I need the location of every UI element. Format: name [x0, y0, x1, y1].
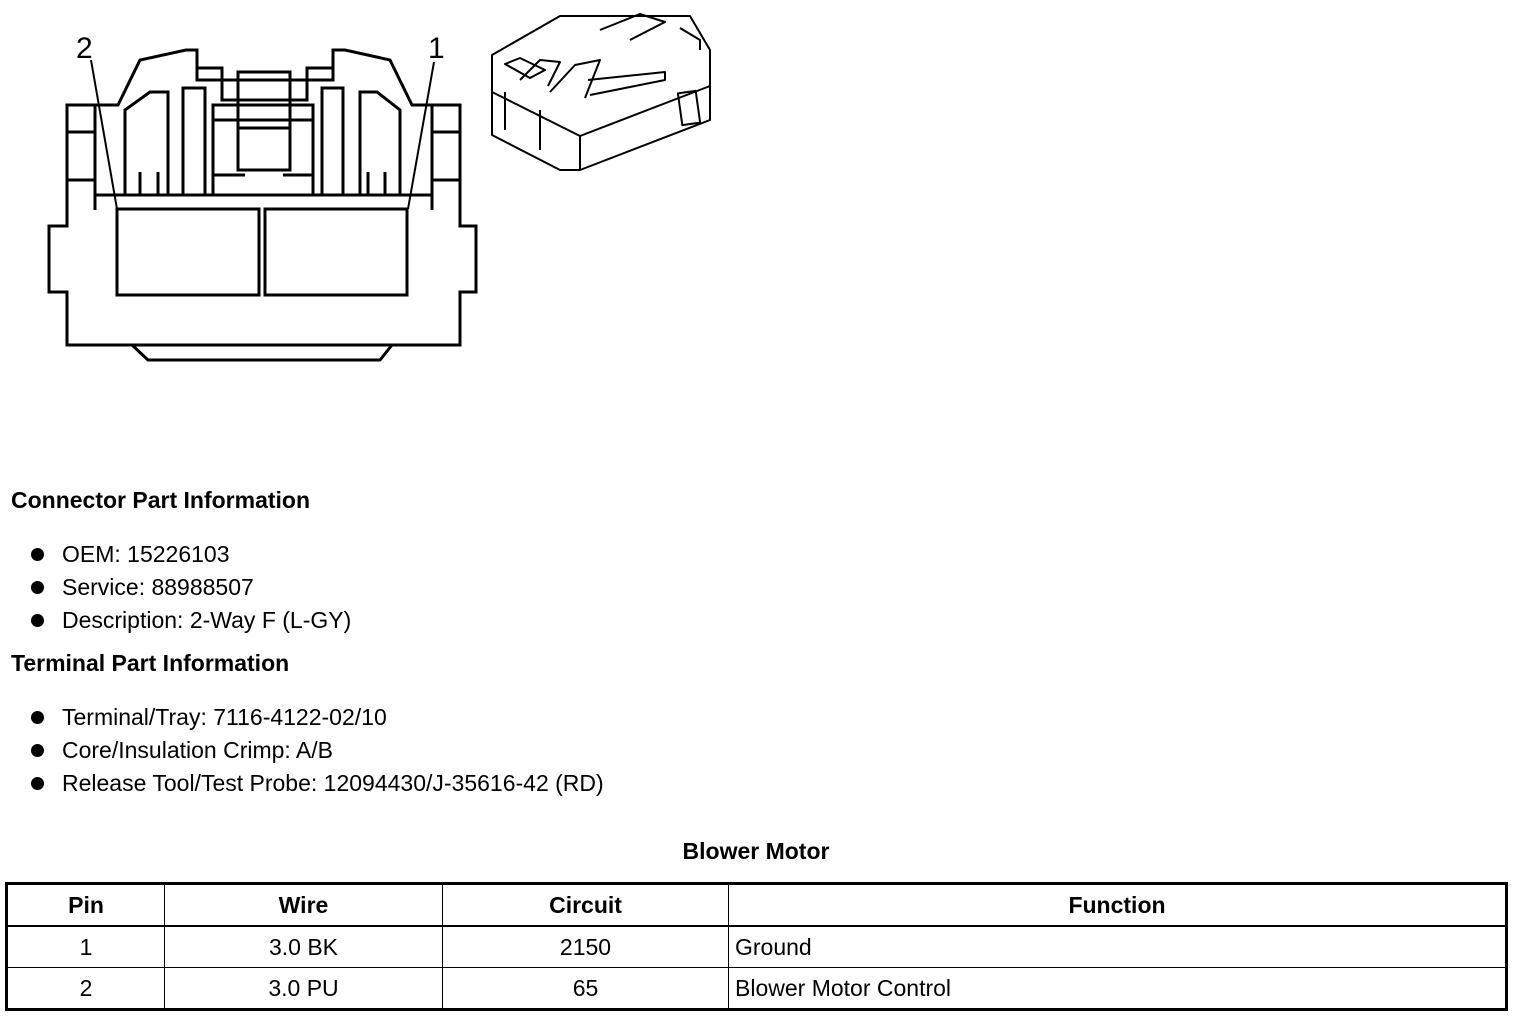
- function-cell: Ground: [729, 926, 1507, 968]
- cavity-2: [117, 209, 259, 295]
- bullet-icon: [31, 744, 44, 757]
- terminal-info-title: Terminal Part Information: [11, 650, 290, 676]
- connector-latch: [197, 50, 333, 100]
- bullet-icon: [31, 777, 44, 790]
- connector-isometric-view: [492, 14, 710, 170]
- column-header-wire: Wire: [165, 884, 443, 927]
- circuit-cell: 2150: [443, 926, 729, 968]
- list-item: Core/Insulation Crimp: A/B: [28, 734, 604, 767]
- column-header-circuit: Circuit: [443, 884, 729, 927]
- table-row: [7, 926, 1507, 968]
- bullet-icon: [31, 614, 44, 627]
- circuit-cell: 65: [443, 968, 729, 1010]
- bullet-icon: [31, 711, 44, 724]
- list-item: Release Tool/Test Probe: 12094430/J-35616-42 (RD): [28, 767, 604, 800]
- terminal-info-list: [28, 701, 604, 800]
- pin-cell: 1: [7, 926, 165, 968]
- pinout-table: [5, 882, 1508, 1011]
- pin-label-2: 2: [76, 32, 93, 65]
- table-row: [7, 968, 1507, 1010]
- connector-info-list: [28, 538, 351, 637]
- wire-cell: 3.0 BK: [165, 926, 443, 968]
- wire-cell: 3.0 PU: [165, 968, 443, 1010]
- function-cell: Blower Motor Control: [729, 968, 1507, 1010]
- connector-face-outline: [49, 50, 476, 345]
- bullet-icon: [31, 548, 44, 561]
- cavity-1: [265, 209, 407, 295]
- connector-diagram: [0, 0, 760, 400]
- column-header-function: Function: [729, 884, 1507, 927]
- bullet-icon: [31, 581, 44, 594]
- pin-label-1: 1: [428, 32, 445, 65]
- table-title: Blower Motor: [682, 838, 830, 864]
- list-item: OEM: 15226103: [28, 538, 351, 571]
- list-item: Terminal/Tray: 7116-4122-02/10: [28, 701, 604, 734]
- column-header-pin: Pin: [7, 884, 165, 927]
- pin-cell: 2: [7, 968, 165, 1010]
- table-header-row: [7, 884, 1507, 927]
- list-item: Description: 2-Way F (L-GY): [28, 604, 351, 637]
- connector-bottom-lip: [132, 345, 392, 360]
- list-item: Service: 88988507: [28, 571, 351, 604]
- connector-info-title: Connector Part Information: [11, 487, 311, 513]
